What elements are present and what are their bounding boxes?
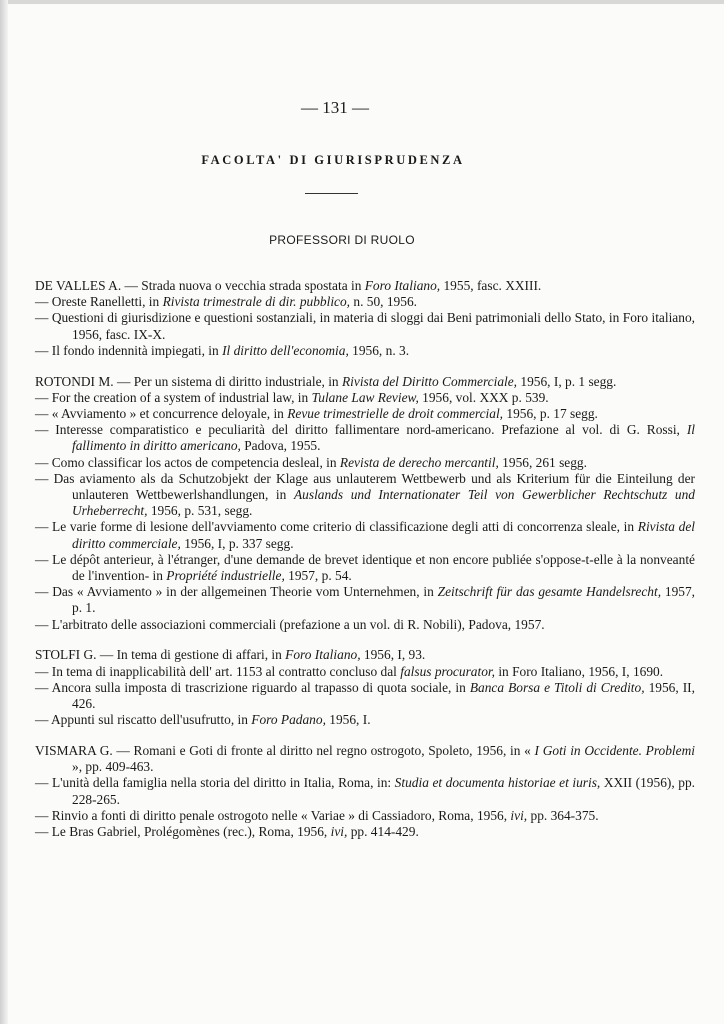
publication-item — [35, 680, 695, 712]
publication-item — [35, 824, 695, 840]
publication-item — [35, 422, 695, 454]
page-number: — 131 — — [301, 98, 369, 117]
publication-text: VISMARA G. — Romani e Goti di fronte al diritto nel regno ostrogoto, Spoleto, 1956, in « — [35, 743, 535, 759]
publication-text: 1956, p. 17 segg. — [503, 406, 598, 422]
publication-source: Zeitschrift für das gesamte Handelsrecht, — [437, 584, 662, 600]
publication-text: XXII (1956), pp. 228-265. — [72, 775, 695, 807]
publication-source: Rivista del Diritto Commerciale, — [341, 373, 518, 389]
publication-text: — Como classificar los actos de competencia desleal, in — [35, 454, 340, 470]
divider-rule — [305, 193, 358, 194]
publication-source: Il fallimento in diritto americano, — [72, 422, 695, 454]
publication-text: », pp. 409-463. — [72, 759, 154, 775]
publication-item — [35, 519, 695, 551]
publication-item — [35, 343, 695, 359]
publication-text: 1956, n. 3. — [348, 342, 410, 358]
publication-text: 1956, vol. XXX p. 539. — [418, 389, 549, 405]
publication-source: ivi, — [330, 824, 348, 840]
publication-source: ivi, — [510, 807, 528, 823]
publication-item — [35, 294, 695, 310]
publication-text: — Das « Avviamento » in der allgemeinen Theorie vom Unternehmen, in — [35, 584, 438, 600]
publication-source: Foro Padano, — [251, 712, 326, 728]
publication-text: — In tema di inapplicabilità dell' art. 1153 al contratto concluso dal — [35, 663, 401, 679]
faculty-title: FACOLTA' DI GIURISPRUDENZA — [201, 153, 465, 167]
publication-text: — Das aviamento als da Schutzobjekt der Klage aus unlauterem Wettbewerb und als Kriterium für die Einteilung der unlauteren Wettbewerlshandlungen, in — [35, 470, 695, 503]
publication-source: Revista de derecho mercantil, — [339, 454, 499, 470]
publication-item — [35, 374, 695, 390]
publication-source: Il diritto dell'economia, — [222, 342, 349, 358]
section-title: PROFESSORI DI RUOLO — [269, 233, 415, 247]
publication-item — [35, 584, 695, 616]
publication-item — [35, 455, 695, 471]
publication-text: — Appunti sul riscatto dell'usufrutto, in — [35, 712, 252, 728]
publication-text: 1957, p. 54. — [284, 568, 352, 584]
publication-source: Foro Italiano, — [364, 278, 441, 293]
publication-source: Revue trimestrielle de droit commercial, — [287, 406, 504, 422]
publication-text: 1956, I, 93. — [360, 647, 426, 663]
publication-item — [35, 310, 695, 342]
publication-source: Studia et documenta historiae et iuris, — [394, 775, 601, 791]
publication-text: Padova, 1955. — [240, 438, 321, 454]
publication-text: 1955, fasc. XXIII. — [440, 278, 542, 293]
publication-text: — L'arbitrato delle associazioni commerciali (prefazione a un vol. di R. Nobili), Padova, 1957. — [35, 616, 545, 632]
publication-text: — Questioni di giurisdizione e questioni sostanziali, in materia di sloggi dai Beni patrimoniali dello Stato, in Foro italiano, 1956, fasc. IX-X. — [35, 310, 695, 342]
publication-text: pp. 364-375. — [527, 807, 599, 823]
publication-item — [35, 471, 695, 520]
publication-text: n. 50, 1956. — [350, 294, 417, 310]
publication-text: STOLFI G. — In tema di gestione di affari, in — [35, 647, 286, 663]
publication-text: — Oreste Ranelletti, in — [35, 294, 163, 310]
publication-text: — L'unità della famiglia nella storia del diritto in Italia, Roma, in: — [35, 775, 395, 791]
publication-item — [35, 743, 695, 775]
publication-text: 1956, 261 segg. — [498, 454, 587, 470]
publication-text: — For the creation of a system of industrial law, in — [35, 389, 312, 405]
publication-text: ROTONDI M. — Per un sistema di diritto industriale, in — [35, 373, 342, 389]
publication-text: 1956, II, 426. — [72, 679, 695, 712]
author-entry — [35, 647, 695, 728]
author-entry — [35, 743, 695, 840]
publication-text: — Le dépôt anterieur, à l'étranger, d'une demande de brevet identique et non encore publiée s'oppose-t-elle à la nonveanté de l'invention- in — [35, 551, 695, 584]
publication-text: — « Avviamento » et concurrence deloyale, in — [35, 406, 288, 422]
publication-text: 1956, I, p. 337 segg. — [180, 535, 294, 551]
publication-text: 1956, p. 531, segg. — [147, 503, 253, 519]
publication-text: — Ancora sulla imposta di trascrizione riguardo al trapasso di quota sociale, in — [35, 679, 470, 695]
publication-item — [35, 406, 695, 422]
scan-top-edge — [0, 0, 724, 4]
publication-source: I Goti in Occidente. Problemi — [534, 743, 695, 759]
publication-text: — Rinvio a fonti di diritto penale ostrogoto nelle « Variae » di Cassiadoro, Roma, 1956, — [35, 807, 511, 823]
publication-source: Rivista del diritto commerciale, — [72, 519, 695, 551]
publication-item — [35, 552, 695, 584]
publication-text: — Il fondo indennità impiegati, in — [35, 342, 223, 358]
publication-text: 1956, I, p. 1 segg. — [517, 373, 617, 389]
publication-source: Auslands und Internationater Teil von Gewerblicher Rechtschutz und Urheberrecht, — [72, 487, 695, 519]
publication-list — [35, 278, 695, 855]
author-entry — [35, 278, 695, 359]
publication-text: — Le Bras Gabriel, Prolégomènes (rec.), Roma, 1956, — [35, 824, 331, 840]
publication-item — [35, 617, 695, 633]
publication-item — [35, 775, 695, 807]
publication-text: pp. 414-429. — [347, 824, 419, 840]
publication-text: — Interesse comparatistico e peculiarità del diritto fallimentare nord-americano. Prefazione al vol. di G. Rossi, — [35, 422, 687, 438]
publication-text: — Le varie forme di lesione dell'avviamento come criterio di classificazione degli atti di concorrenza sleale, in — [35, 519, 638, 535]
publication-source: falsus procurator, — [400, 663, 495, 679]
publication-item — [35, 278, 695, 294]
publication-source: Tulane Law Review, — [311, 389, 419, 405]
publication-source: Banca Borsa e Titoli di Credito, — [469, 679, 645, 695]
author-entry — [35, 374, 695, 633]
publication-text: DE VALLES A. — Strada nuova o vecchia strada spostata in — [35, 278, 365, 293]
publication-item — [35, 664, 695, 680]
publication-source: Foro Italiano, — [285, 647, 361, 663]
publication-text: in Foro Italiano, 1956, I, 1690. — [494, 663, 664, 679]
publication-item — [35, 647, 695, 663]
publication-item — [35, 390, 695, 406]
publication-item — [35, 712, 695, 728]
publication-source: Rivista trimestrale di dir. pubblico, — [162, 294, 351, 310]
publication-text: 1957, p. 1. — [72, 584, 696, 616]
publication-item — [35, 808, 695, 824]
publication-source: Propriété industrielle, — [166, 568, 285, 584]
publication-text: 1956, I. — [325, 712, 371, 728]
